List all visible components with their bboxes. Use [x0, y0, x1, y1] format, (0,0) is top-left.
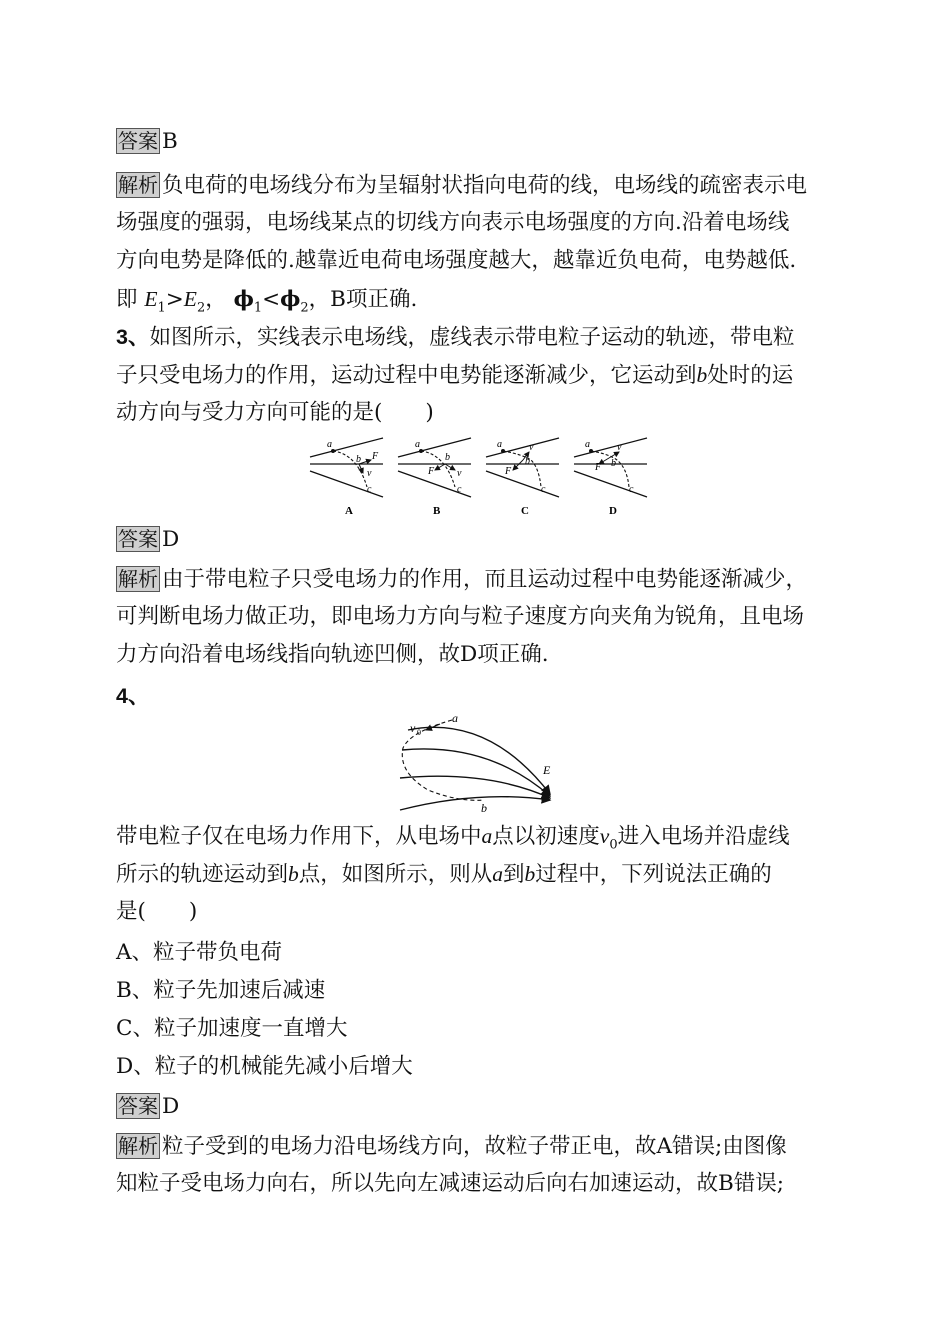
question-number: 3、 — [116, 325, 150, 349]
question-3-line-2 — [116, 361, 793, 390]
question-4-number — [116, 682, 149, 711]
option-b: B、粒子先加速后减速 — [116, 978, 326, 1003]
label-c: c — [541, 484, 546, 495]
answer-line-2 — [116, 525, 179, 554]
option-d: D、粒子的机械能先减小后增大 — [116, 1054, 413, 1079]
label-c: c — [457, 484, 462, 495]
label-a: a — [452, 712, 458, 725]
label-v0: v — [410, 721, 416, 735]
analysis-line-4 — [116, 285, 417, 322]
label-v: v — [367, 468, 372, 479]
option-a: A、粒子带负电荷 — [116, 940, 283, 965]
analysis-line-1 — [116, 171, 807, 200]
analysis-line-7: 力方向沿着电场线指向轨迹凹侧，故D项正确. — [116, 642, 549, 667]
analysis-text: 由于带电粒子只受电场力的作用，而且运动过程中电势能逐渐减少， — [162, 567, 808, 592]
analysis-line-8 — [116, 1132, 787, 1161]
symbol-e2: E — [183, 287, 197, 311]
label-f: F — [428, 466, 435, 477]
answer-value: D — [162, 1094, 180, 1119]
label-b: b — [525, 456, 530, 467]
var-b: b — [524, 862, 536, 886]
question-4-figure — [388, 712, 560, 814]
analysis-tag: 解析 — [118, 1134, 158, 1158]
label-v: v — [457, 468, 462, 479]
label-c: c — [629, 484, 634, 495]
sub: 0 — [609, 837, 618, 853]
analysis-line-3: 方向电势是降低的.越靠近电荷电场强度越大，越靠近负电荷，电势越低. — [116, 248, 797, 273]
question-3-figure — [305, 432, 650, 522]
text: 点以初速度 — [492, 824, 600, 849]
panel-d — [574, 438, 647, 517]
question-4-line-1 — [116, 822, 790, 859]
analysis-tag: 解析 — [118, 567, 158, 591]
panel-label-d: D — [609, 505, 617, 517]
analysis-line-9: 知粒子受电场力向右，所以先向左减速运动后向右加速运动，故B错误; — [116, 1171, 785, 1196]
sub: 1 — [253, 300, 263, 316]
symbol-e1: E — [144, 287, 158, 311]
analysis-tag: 解析 — [118, 173, 158, 197]
label-f: F — [595, 462, 602, 473]
text: 子只受电场力的作用，运动过程中电势能逐渐减少，它运动到 — [116, 363, 697, 388]
symbol-phi2: ϕ — [280, 287, 301, 312]
text: ，B项正确. — [308, 287, 418, 312]
question-4-line-3: 是( ) — [116, 899, 198, 924]
text: 所示的轨迹运动到 — [116, 862, 289, 887]
label-a: a — [585, 439, 590, 450]
answer-value: D — [162, 527, 180, 552]
analysis-text: 负电荷的电场线分布为呈辐射状指向电荷的线，电场线的疏密表示电 — [162, 173, 808, 198]
text: 处时的运 — [707, 363, 794, 388]
label-b: b — [481, 801, 487, 814]
answer-line-3 — [116, 1092, 179, 1121]
answer-tag: 答案 — [118, 129, 158, 153]
label-v: v — [617, 442, 622, 453]
text: ， — [205, 287, 227, 312]
label-a: a — [327, 439, 332, 450]
text: 点，如图所示，则从 — [298, 862, 493, 887]
symbol-phi1: ϕ — [233, 287, 254, 312]
answer-tag: 答案 — [118, 527, 158, 551]
analysis-line-2: 场强度的强弱，电场线某点的切线方向表示电场强度的方向.沿着电场线 — [116, 210, 790, 235]
text: 到 — [503, 862, 525, 887]
sub: 2 — [196, 300, 206, 316]
var-b: b — [696, 363, 708, 387]
option-c: C、粒子加速度一直增大 — [116, 1016, 348, 1041]
text: 进入电场并沿虚线 — [617, 824, 790, 849]
question-4-line-2 — [116, 860, 772, 889]
label-f: F — [505, 466, 512, 477]
analysis-text: 粒子受到的电场力沿电场线方向，故粒子带正电，故A错误;由图像 — [162, 1134, 787, 1159]
analysis-line-6: 可判断电场力做正功，即电场力方向与粒子速度方向夹角为锐角，且电场 — [116, 604, 805, 629]
var-v: v — [599, 824, 610, 848]
label-a: a — [497, 439, 502, 450]
label-f: F — [372, 451, 379, 462]
question-3-line-3: 动方向与受力方向可能的是( ) — [116, 400, 434, 425]
label-b: b — [445, 452, 450, 463]
var-a: a — [481, 824, 493, 848]
label-v: v — [529, 442, 534, 453]
text: 即 — [116, 287, 138, 312]
sub: 1 — [157, 300, 166, 316]
panel-c — [486, 438, 559, 517]
text: 带电粒子仅在电场力作用下，从电场中 — [116, 824, 482, 849]
answer-value: B — [162, 129, 178, 154]
analysis-line-5 — [116, 565, 807, 594]
panel-label-a: A — [345, 505, 353, 517]
panel-label-c: C — [521, 505, 529, 517]
panel-label-b: B — [433, 505, 441, 517]
answer-line-1 — [116, 127, 178, 156]
lt-sign: < — [262, 287, 281, 312]
question-text: 如图所示，实线表示电场线，虚线表示带电粒子运动的轨迹，带电粒 — [149, 325, 795, 350]
gt-sign: > — [165, 287, 184, 312]
label-e: E — [543, 763, 551, 777]
text: 过程中，下列说法正确的 — [535, 862, 772, 887]
label-b: b — [611, 458, 616, 469]
label-c: c — [367, 484, 372, 495]
label-a: a — [415, 439, 420, 450]
label-v0-sub: 0 — [417, 728, 421, 737]
question-number: 4、 — [116, 684, 150, 708]
panel-a — [310, 438, 383, 517]
panel-b — [398, 438, 471, 517]
sub: 2 — [300, 300, 309, 316]
label-b: b — [356, 454, 361, 465]
var-b: b — [288, 862, 299, 886]
var-a: a — [492, 862, 504, 886]
answer-tag: 答案 — [118, 1094, 158, 1118]
question-3-line-1 — [116, 323, 794, 352]
